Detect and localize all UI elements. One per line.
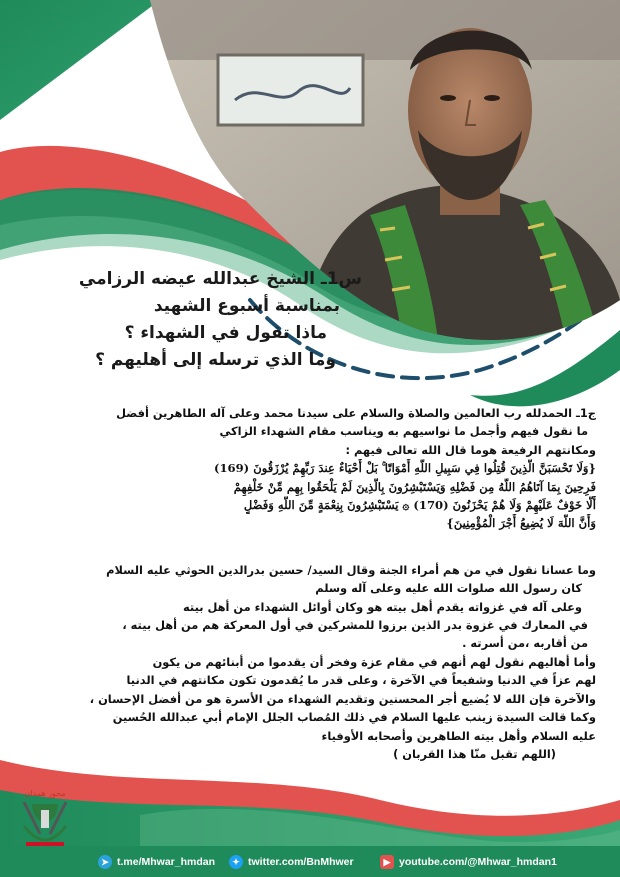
twitter-icon: ✦ [229, 855, 243, 869]
answer-line: من أقاربه ،من أسرته . [462, 636, 588, 651]
quran-verse-line: وَأَنَّ اللَّهَ لَا يُضِيعُ أَجْرَ الْمُؤْمِنِينَ} [446, 516, 596, 531]
telegram-link[interactable] [98, 853, 215, 871]
answer-line: لهم عزاً في الدنيا وشفيعاً في الآخرة ، وعلى قدر ما يُقدمون تكون مكانتهم في الدنيا [126, 673, 596, 688]
question-line: بمناسبة أسبوع الشهيد [153, 296, 340, 316]
answer-line: وما عسانا نقول في من هم أمراء الجنة وقال السيد/ حسين بدرالدين الحوثي عليه السلام [106, 562, 596, 577]
answer-line: وأما أهاليهم نقول لهم أنهم في مقام عزة وفخر أن يقدموا من أبنائهم من يكون [152, 654, 596, 669]
telegram-handle: t.me/Mhwar_hmdan [117, 856, 216, 868]
answer-line: ج1ـ الحمدلله رب العالمين والصلاة والسلام على سيدنا محمد وعلى آله الطاهرين أفضل [116, 406, 596, 420]
twitter-handle: twitter.com/BnMhwer [248, 856, 354, 868]
quran-verse-line: {وَلَا تَحْسَبَنَّ الَّذِينَ قُتِلُوا فِي سَبِيلِ اللَّهِ أَمْوَاتًا ۚ بَلْ أَحْيَاءٌ عِندَ رَبِّهِمْ يُرْزَقُونَ (169) [213, 461, 596, 476]
youtube-icon: ▶ [380, 855, 394, 869]
paragraph-gap [24, 533, 596, 561]
answer-line: في المعارك في غزوة بدر الذين برزوا للمشركين في أول المعركة هم من أهل بيته ، [122, 618, 588, 633]
twitter-link[interactable] [229, 853, 354, 871]
quran-verse-line: فَرِحِينَ بِمَا آتَاهُمُ اللَّهُ مِن فَضْلِهِ وَيَسْتَبْشِرُونَ بِالَّذِينَ لَمْ يَلْحَقُوا بِهِم مِّنْ خَلْفِهِمْ [233, 479, 596, 494]
answer-line: عليه السلام وأهل بيته الطاهرين وأصحابه الأوفياء [321, 728, 596, 743]
youtube-link[interactable] [380, 853, 557, 871]
youtube-handle: youtube.com/@Mhwar_hmdan1 [399, 856, 557, 868]
answer-line: ما نقول فيهم وأجمل ما نواسيهم به ويناسب مقام الشهداء الزاكي [219, 424, 588, 439]
answer-line: كان رسول الله صلوات الله عليه وعلى آله وسلم [315, 581, 582, 596]
answer-line: والآخرة فإن الله لا يُضيع أجر المحسنين وتقديم الشهداء من الأسرة هو من أفضل الإحسان ، [89, 691, 596, 706]
question-line: س1ـ الشيخ عبدالله عيضه الرزامي [78, 269, 362, 289]
answer-line: وكما قالت السيدة زينب عليها السلام في ذلك المُصاب الجلل الإمام أبي عبدالله الحُسين [112, 710, 596, 725]
answer-line: ومكانتهم الرفيعة هوما قال الله تعالى فيهم : [345, 442, 596, 457]
footer-bar [0, 846, 620, 877]
quran-verse-line: أَلَّا خَوْفٌ عَلَيْهِمْ وَلَا هُمْ يَحْزَنُونَ (170) ۞ يَسْتَبْشِرُونَ بِنِعْمَةٍ مِّنَ اللَّهِ وَفَضْلٍ [243, 498, 596, 513]
question-block [22, 266, 362, 374]
answer-block [24, 404, 596, 763]
question-line: ماذا تقول في الشهداء ؟ [124, 323, 327, 343]
logo-text: محور همدان [24, 789, 66, 798]
question-line: وما الذي ترسله إلى أهليهم ؟ [95, 350, 336, 370]
answer-line: (اللهم تقبل منّا هذا القربان ) [393, 746, 556, 761]
telegram-icon: ➤ [98, 855, 112, 869]
answer-line: وعلى آله في غزواته يقدم أهل بيته هو وكان أوائل الشهداء من أهل بيته [183, 599, 582, 614]
